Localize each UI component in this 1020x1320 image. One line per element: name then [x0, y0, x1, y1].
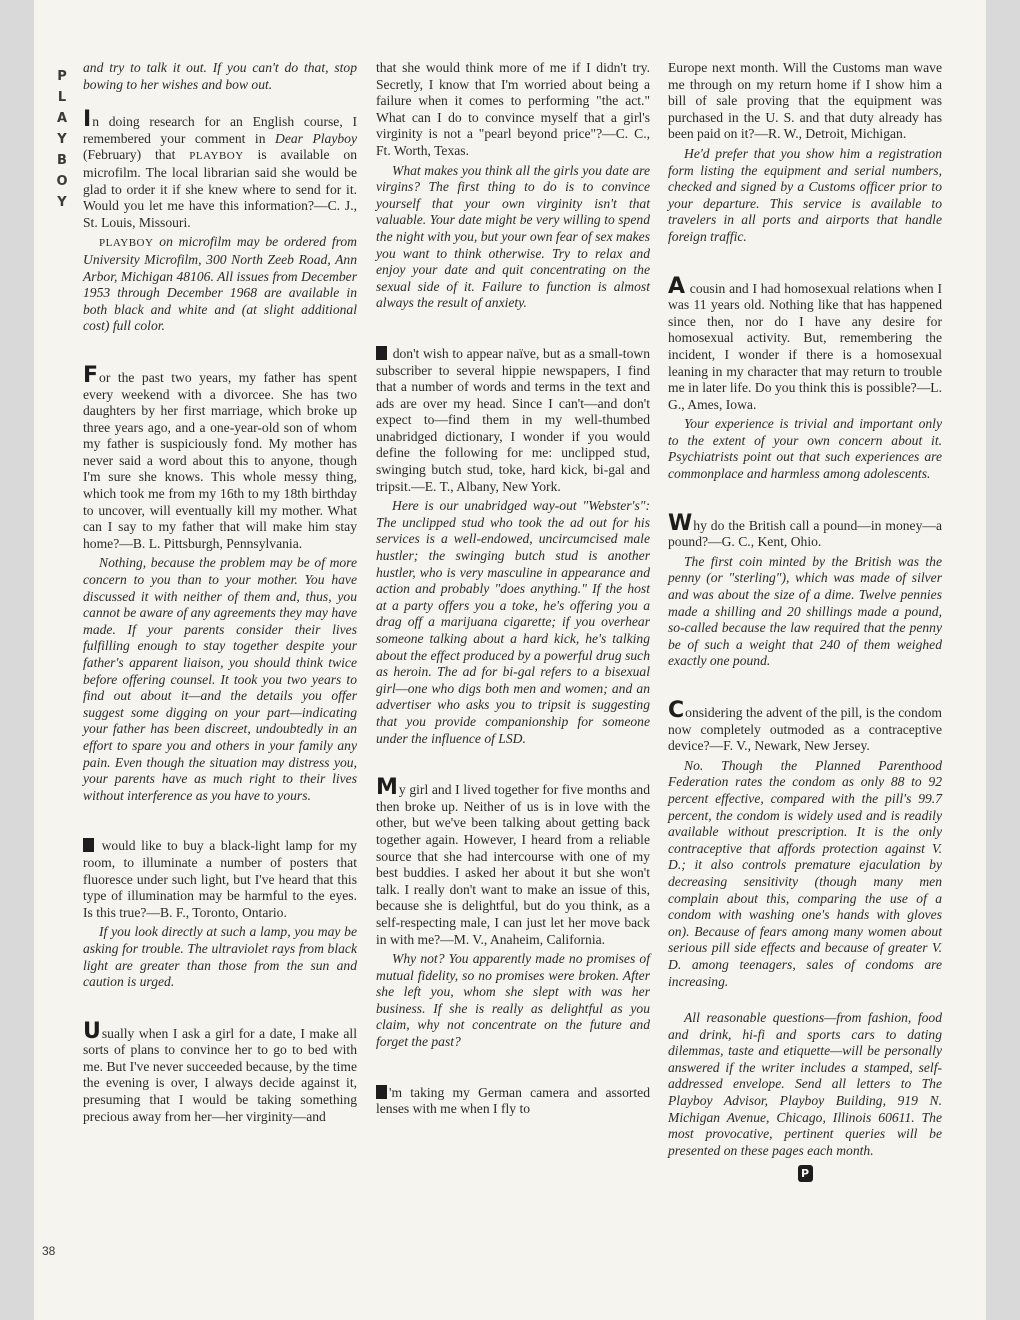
lead-block — [376, 346, 387, 360]
answer-text — [83, 234, 357, 335]
question-part: n doing research for an English course, I remembered your comment in — [83, 114, 357, 146]
question-part: sually when I ask a girl for a date, I make all sorts of plans to convince her to go to bed with me. But I've never succeeded because, by the time the evening is over, I always decide against it, presuming that I would be taking something precious away from her—her virginity—and — [83, 1025, 357, 1124]
question-part: hy do the British call a pound—in money—a pound?—G. C., Kent, Ohio. — [668, 517, 942, 550]
entry-british — [668, 510, 942, 670]
question-part: y girl and I lived together for five months and then broke up. Neither of us is in love with the other, but we've been talking about getting back together again. However, I heard from a reliable source that she had intercourse with one of my best buddies. I asked her about it but she won't talk. I really don't want to make an issue of this, because she is delightful, but do you think, as a self-respecting male, I can just let her move back in with me?—M. V., Anaheim, California. — [376, 782, 650, 947]
question-text: Europe next month. Will the Customs man wave me through on my return home if I show him a bill of sale proving that the equipment was purchased in the U. S. and that duty already has been paid on it?—R. W., Detroit, Michigan. — [668, 60, 942, 142]
question-text — [83, 362, 357, 553]
entry-virginity — [376, 60, 650, 312]
column-2 — [376, 60, 650, 1152]
question-text — [668, 273, 942, 414]
entry-cousin — [668, 273, 942, 483]
question-text — [668, 510, 942, 551]
answer-text: If you look directly at such a lamp, you may be asking for trouble. The ultraviolet rays from black light are greater than those from the sun and caution is urged. — [83, 924, 357, 990]
lead-block — [83, 838, 94, 852]
question-text — [668, 698, 942, 755]
entry-microfilm — [83, 107, 357, 335]
drop-cap: I — [83, 107, 92, 133]
small-caps-name: PLAYBOY — [99, 237, 154, 250]
column-1 — [83, 60, 357, 1159]
drop-cap: F — [83, 362, 99, 388]
end-mark — [668, 1165, 942, 1182]
magazine-page — [34, 0, 986, 1320]
answer-text: What makes you think all the girls you date are virgins? The first thing to do is to convince yourself that your own virginity isn't that valuable. Your date might be very willing to spend the night with you, but your own fear of sex makes you want to think otherwise. Try to relax and enjoy your date and quit concentrating on the sexual side of it. Failure to function is almost always the result of anxiety. — [376, 162, 650, 311]
question-part: would like to buy a black-light lamp for my room, to illuminate a number of posters that fluoresce under such light, but I've heard that this type of illumination may be harmful to the eyes. Is this true?—B. F., Toronto, Ontario. — [83, 838, 357, 920]
question-part: onsidering the advent of the pill, is the condom now completely outmoded as a contraceptive device?—F. V., Newark, New Jersey. — [668, 705, 942, 754]
entry-lamp — [83, 838, 357, 990]
answer-text: Here is our unabridged way-out "Webster's": The unclipped stud who took the ad out for his services is a well-endowed, uncircumcised male hustler; the swinging butch stud is another hustler, who is very masculine in appearance and action and probably "does anything." If the host at a party offers you a toke, he's offering you a drag off a marijuana cigarette; if you overhear someone talking about a hard kick, he's talking about the effect produced by a powerful drug such as heroin. The ad for bi-gal refers to a bisexual girl—one who digs both men and women; and an advertiser who asks you to tripsit is suggesting that you provide companionship for someone under the influence of LSD. — [376, 498, 650, 746]
answer-text: Nothing, because the problem may be of more concern to you than to your mother. You have discussed it with neither of them and, thus, you cannot be aware of any agreements they may have made. If your parents consider their lives fulfilling enough to stay together despite your father's apparent liaison, you should think twice before offering counsel. It took you two years to find out about it—and the details you offer suggest some digging on your part—indicating your father has been discreet, undoubtedly in an effort to spare you and others in your family any pain. Even though the situation may distress you, your parents have as much right to their lives without interference as you have to yours. — [83, 555, 357, 803]
answer-text: and try to talk it out. If you can't do that, stop bowing to her wishes and bow out. — [83, 60, 357, 92]
small-caps-name: PLAYBOY — [189, 150, 244, 163]
answer-text: Why not? You apparently made no promises of mutual fidelity, so no promises were broken. After she left you, whom she slept with was her business. If she is really as delightful as you claim, why not concentrate on the future and forget the past? — [376, 951, 650, 1050]
drop-cap: C — [668, 698, 685, 723]
closing-note — [668, 1010, 942, 1182]
lead-block — [376, 1085, 387, 1099]
answer-text: Your experience is trivial and important only to the extent of your own concern about it. Psychiatrists point out that such experiences are commonplace and harmless among adolescents. — [668, 416, 942, 482]
entry-mygirl — [376, 775, 650, 1051]
question-part: cousin and I had homosexual relations when I was 11 years old. Nothing like that has happened since then, nor do I have any desire for homosexual activity. But, remembering the incident, I wonder if there is a homosexual leaning in my character that may return to trouble me in later life. Do you think this is possible?—L. G., Ames, Iowa. — [668, 280, 942, 412]
question-text — [83, 838, 357, 921]
rabbit-logo-icon: P — [798, 1165, 813, 1182]
question-text — [83, 107, 357, 231]
entry-camera — [376, 1085, 650, 1118]
answer-text: The first coin minted by the British was the penny (or "sterling"), which was made of silver and was about the size of a dime. Twelve pennies made a shilling and 20 shillings made a pound, so-called because the law required that the penny be of such a weight that 240 of them weighed exactly one pound. — [668, 553, 942, 669]
question-text — [83, 1018, 357, 1126]
entry-continued — [83, 60, 357, 93]
question-text: that she would think more of me if I didn't try. Secretly, I know that I'm worried about being a failure when it comes to performing "the act." What can I do to convince myself that a girl's virginity is not a "pearl beyond price"?—C. C., Ft. Worth, Texas. — [376, 60, 650, 158]
closing-text: All reasonable questions—from fashion, food and drink, hi-fi and sports cars to dating dilemmas, taste and etiquette—will be personally answered if the writer includes a stamped, self-addressed envelope. Send all letters to The Playboy Advisor, Playboy Building, 919 N. Michigan Avenue, Chicago, Illinois 60611. The most provocative, pertinent queries will be presented on these pages each month. — [668, 1010, 942, 1158]
answer-part: on microfilm may be ordered from University Microfilm, 300 North Zeeb Road, Ann Arbor, Michigan 48106. All issues from December 1953 through December 1968 are available in both black and white and (at slight additional cost) full color. — [83, 234, 357, 334]
question-part: don't wish to appear naïve, but as a small-town subscriber to several hippie newspapers, I find that a number of words and terms in the text and ads are over my head. Since I can't—and don't expect to—find them in my well-thumbed unabridged dictionary, I wonder if you would define the following for me: unclipped stud, swinging butch stud, toke, hard kick, bi-gal and tripsit.—E. T., Albany, New York. — [376, 345, 650, 494]
drop-cap: A — [668, 273, 686, 299]
magazine-title: Dear Playboy — [275, 130, 357, 146]
question-part: 'm taking my German camera and assorted lenses with me when I fly to — [376, 1084, 650, 1117]
entry-naive — [376, 346, 650, 747]
question-text — [376, 346, 650, 495]
entry-father — [83, 362, 357, 804]
drop-cap: U — [83, 1018, 101, 1044]
entry-usually — [83, 1018, 357, 1126]
drop-cap: W — [668, 510, 693, 536]
answer-text: No. Though the Planned Parenthood Federation rates the condom as only 88 to 92 percent effective, compared with the pill's 99.7 percent, the condom is widely used and is readily available without prescription. It is the only contraceptive that affords protection against V. D.; it also controls premature ejaculation by decreasing sensitivity (though many men complain about this, comparing the use of a condom with washing one's hands with gloves on). Because of fears among many women about serious pill side effects and because of greater V. D. among teenagers, sales of condoms are increasing. — [668, 757, 942, 989]
question-part: (February) that — [83, 147, 190, 163]
question-text — [376, 775, 650, 948]
question-part: is available on microfilm. The local librarian said she would be glad to order it if she knew where to send for it. Would you let me have this information?—C. J., St. Louis, Missouri. — [83, 147, 357, 230]
question-part: or the past two years, my father has spent every weekend with a divorcee. She has two daughters by her first marriage, which broke up three years ago, and a one-year-old son of whom my father is suspiciously fond. My mother has never said a word about this to anyone, though I'm sure she knows. This whole messy thing, which took me from my 16th to my 18th birthday to uncover, will eventually kill my mother. What can I say to my father that will make him stay home?—B. L. Pittsburgh, Pennsylvania. — [83, 369, 357, 551]
page-number: 38 — [42, 1244, 56, 1258]
entry-customs — [668, 60, 942, 246]
column-3 — [668, 60, 942, 1182]
drop-cap: M — [376, 775, 398, 801]
answer-text: He'd prefer that you show him a registration form listing the equipment and serial numbers, checked and signed by a Customs officer prior to your departure. This service is available to travelers in all ports and airports that handle foreign traffic. — [668, 145, 942, 244]
entry-pill — [668, 698, 942, 990]
question-text — [376, 1085, 650, 1118]
running-head: P L A Y B O Y — [56, 69, 68, 210]
